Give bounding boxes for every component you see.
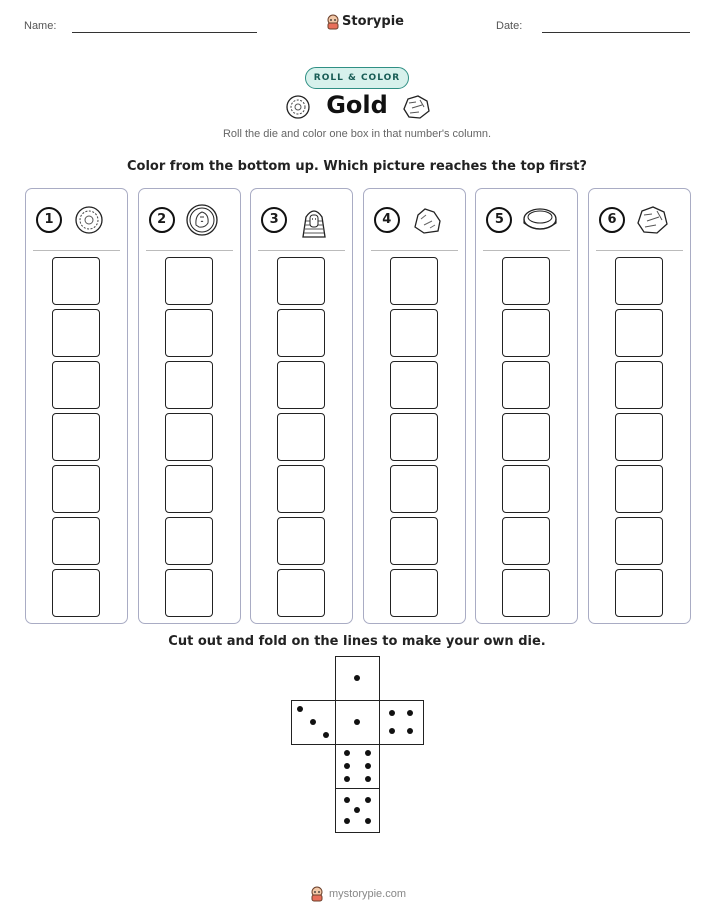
color-box[interactable] — [390, 309, 438, 357]
column-divider — [596, 250, 683, 251]
footer-brand — [310, 886, 420, 904]
column-number: 6 — [599, 207, 625, 233]
name-line[interactable] — [72, 32, 257, 33]
color-box[interactable] — [52, 257, 100, 305]
die-pip — [344, 776, 350, 782]
color-box[interactable] — [165, 569, 213, 617]
color-box[interactable] — [165, 257, 213, 305]
pharaoh-mask-icon — [297, 203, 333, 239]
die-face-1 — [335, 656, 380, 701]
die-pip — [344, 818, 350, 824]
die-face-5 — [335, 788, 380, 833]
column-divider — [146, 250, 233, 251]
die-pip — [297, 706, 303, 712]
gold-nugget-icon — [72, 203, 108, 239]
column-divider — [33, 250, 120, 251]
die-pip — [389, 710, 395, 716]
color-box[interactable] — [615, 413, 663, 461]
color-box[interactable] — [502, 361, 550, 409]
color-box[interactable] — [615, 517, 663, 565]
footer-url[interactable]: mystorypie.com — [329, 888, 407, 900]
storypie-mascot-icon — [310, 886, 324, 902]
color-box[interactable] — [52, 413, 100, 461]
gold-ore-icon — [400, 93, 432, 121]
date-line[interactable] — [542, 32, 690, 33]
page-title: Gold — [326, 91, 388, 119]
die-face-4 — [379, 700, 424, 745]
color-box[interactable] — [165, 309, 213, 357]
color-box[interactable] — [615, 257, 663, 305]
die-pip — [344, 797, 350, 803]
gold-ore-icon — [635, 203, 671, 239]
roll-column-6 — [588, 188, 691, 624]
color-box[interactable] — [52, 517, 100, 565]
color-box[interactable] — [52, 569, 100, 617]
color-box[interactable] — [390, 569, 438, 617]
die-pip — [407, 710, 413, 716]
color-box[interactable] — [277, 517, 325, 565]
color-box[interactable] — [502, 569, 550, 617]
name-label: Name: — [24, 20, 57, 32]
die-face-1 — [335, 700, 380, 745]
roll-column-2 — [138, 188, 241, 624]
color-box[interactable] — [277, 309, 325, 357]
roll-column-1 — [25, 188, 128, 624]
color-box[interactable] — [165, 413, 213, 461]
die-pip — [365, 750, 371, 756]
die-pip — [407, 728, 413, 734]
die-pip — [389, 728, 395, 734]
column-number: 2 — [149, 207, 175, 233]
color-box[interactable] — [165, 517, 213, 565]
color-box[interactable] — [52, 309, 100, 357]
die-face-3 — [291, 700, 336, 745]
color-box[interactable] — [615, 361, 663, 409]
color-box[interactable] — [277, 413, 325, 461]
column-number: 5 — [486, 207, 512, 233]
die-pip — [354, 807, 360, 813]
color-box[interactable] — [615, 465, 663, 513]
column-number: 4 — [374, 207, 400, 233]
gold-nugget-icon — [285, 94, 311, 120]
roll-column-3 — [250, 188, 353, 624]
die-pip — [365, 797, 371, 803]
date-label: Date: — [496, 20, 523, 32]
column-divider — [483, 250, 570, 251]
die-pip — [365, 763, 371, 769]
color-box[interactable] — [52, 465, 100, 513]
die-pip — [323, 732, 329, 738]
color-box[interactable] — [390, 413, 438, 461]
color-box[interactable] — [390, 517, 438, 565]
color-box[interactable] — [615, 569, 663, 617]
storypie-mascot-icon — [326, 14, 340, 30]
color-box[interactable] — [502, 413, 550, 461]
color-box[interactable] — [502, 517, 550, 565]
roll-color-badge: ROLL & COLOR — [305, 67, 409, 89]
color-box[interactable] — [502, 257, 550, 305]
color-box[interactable] — [277, 569, 325, 617]
brand-logo — [326, 14, 404, 32]
color-box[interactable] — [390, 465, 438, 513]
page-subtitle: Roll the die and color one box in that number's column. — [222, 128, 492, 140]
roll-column-5 — [475, 188, 578, 624]
color-box[interactable] — [390, 257, 438, 305]
color-box[interactable] — [502, 309, 550, 357]
die-pip — [310, 719, 316, 725]
die-pip — [344, 750, 350, 756]
column-divider — [258, 250, 345, 251]
roll-column-4 — [363, 188, 466, 624]
die-pip — [344, 763, 350, 769]
column-number: 3 — [261, 207, 287, 233]
die-pip — [354, 719, 360, 725]
instruction-text: Color from the bottom up. Which picture reaches the top first? — [127, 159, 587, 174]
color-box[interactable] — [165, 465, 213, 513]
die-face-6 — [335, 744, 380, 789]
die-pip — [365, 776, 371, 782]
gold-rock-icon — [410, 203, 446, 239]
die-pip — [365, 818, 371, 824]
gold-ring-icon — [522, 203, 558, 239]
color-box[interactable] — [502, 465, 550, 513]
die-pip — [354, 675, 360, 681]
color-box[interactable] — [390, 361, 438, 409]
color-box[interactable] — [52, 361, 100, 409]
color-box[interactable] — [277, 361, 325, 409]
color-box[interactable] — [615, 309, 663, 357]
color-box[interactable] — [277, 465, 325, 513]
color-box[interactable] — [277, 257, 325, 305]
brand-name: Storypie — [342, 14, 404, 29]
column-number: 1 — [36, 207, 62, 233]
column-divider — [371, 250, 458, 251]
lion-coin-icon — [185, 203, 221, 239]
cut-instruction: Cut out and fold on the lines to make your own die. — [168, 634, 546, 649]
color-box[interactable] — [165, 361, 213, 409]
